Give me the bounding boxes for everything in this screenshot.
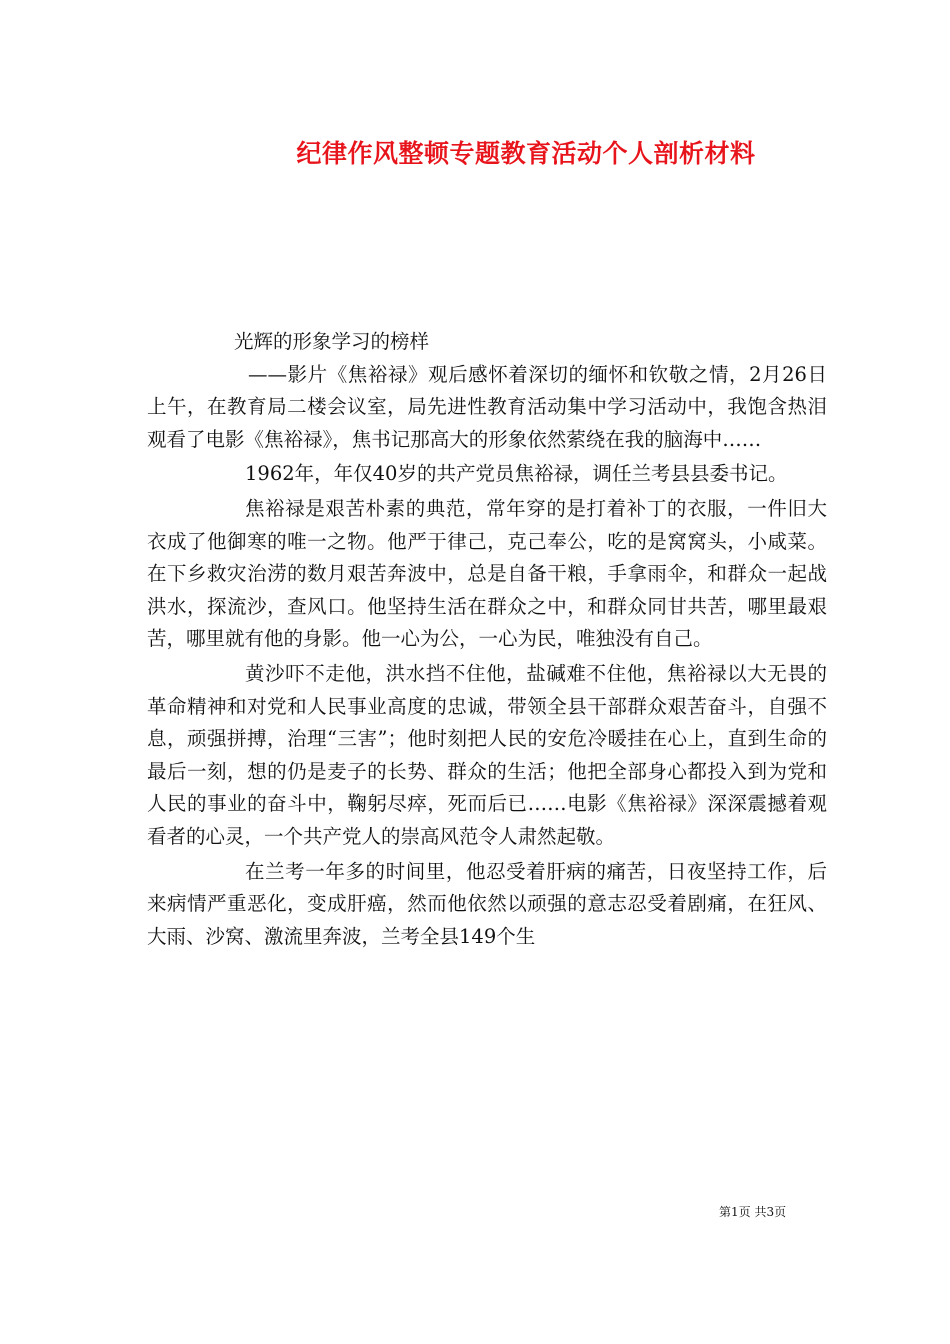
page-number-footer: 第1页 共3页 (719, 1205, 787, 1219)
document-subtitle: 光辉的形象学习的榜样 (234, 330, 430, 353)
document-body (147, 326, 827, 953)
paragraph-1: 1962年，年仅40岁的共产党员焦裕禄，调任兰考县县委书记。 (245, 462, 788, 486)
intro-paragraph: ——影片《焦裕禄》观后感怀着深切的缅怀和钦敬之情，2月26日上午，在教育局二楼会议室，局先进性教育活动集中学习活动中，我饱含热泪观看了电影《焦裕禄》，焦书记那高大的形象依然萦绕在我的脑海中…… (147, 362, 827, 451)
paragraph-4: 在兰考一年多的时间里，他忍受着肝病的痛苦，日夜坚持工作，后来病情严重恶化，变成肝癌，然而他依然以顽强的意志忍受着剧痛，在狂风、大雨、沙窝、激流里奔波，兰考全县149个生 (147, 859, 827, 948)
paragraph-2: 焦裕禄是艰苦朴素的典范，常年穿的是打着补丁的衣服，一件旧大衣成了他御寒的唯一之物。他严于律己，克己奉公，吃的是窝窝头，小咸菜。在下乡救灾治涝的数月艰苦奔波中，总是自备干粮，手拿雨伞，和群众一起战洪水，探流沙，查风口。他坚持生活在群众之中，和群众同甘共苦，哪里最艰苦，哪里就有他的身影。他一心为公，一心为民，唯独没有自己。 (147, 496, 827, 651)
paragraph-3: 黄沙吓不走他，洪水挡不住他，盐碱难不住他，焦裕禄以大无畏的革命精神和对党和人民事业高度的忠诚，带领全县干部群众艰苦奋斗，自强不息，顽强拼搏，治理“三害”；他时刻把人民的安危冷暖挂在心上，直到生命的最后一刻，想的仍是麦子的长势、群众的生活；他把全部身心都投入到为党和人民的事业的奋斗中，鞠躬尽瘁，死而后已……电影《焦裕禄》深深震撼着观看者的心灵，一个共产党人的崇高风范令人肃然起敬。 (147, 661, 827, 848)
document-title: 纪律作风整顿专题教育活动个人剖析材料 (296, 139, 756, 168)
